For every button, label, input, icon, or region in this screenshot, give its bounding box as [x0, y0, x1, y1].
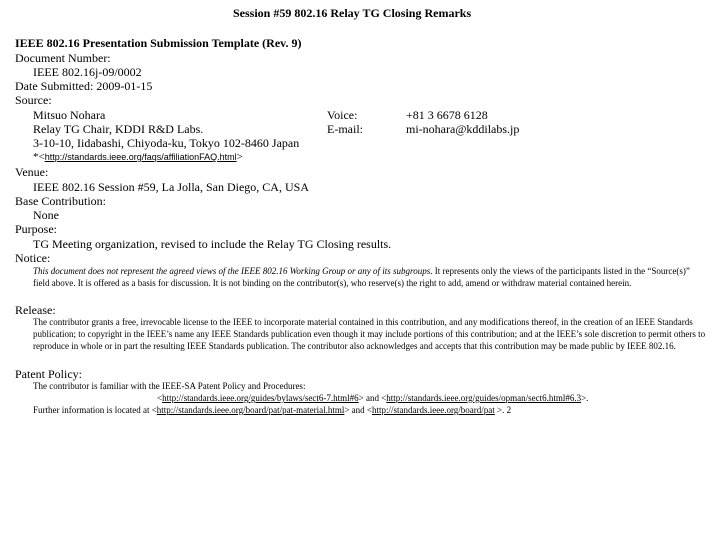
page-title: Session #59 802.16 Relay TG Closing Remarks: [233, 6, 472, 20]
source-address: 3-10-10, Iidabashi, Chiyoda-ku, Tokyo 102-8460 Japan: [33, 136, 300, 150]
source-role: Relay TG Chair, KDDI R&D Labs.: [33, 122, 204, 136]
release-label: Release:: [15, 303, 56, 317]
base-contribution-label: Base Contribution:: [15, 194, 106, 208]
board-pat-link[interactable]: http://standards.ieee.org/board/pat: [371, 405, 495, 415]
notice-italic: This document does not represent the agreed views of the IEEE 802.16 Working Group or any of its subgroups: [33, 266, 431, 276]
patent-policy-links-line: [157, 392, 588, 404]
further-info-prefix: Further information is located at <: [33, 405, 157, 415]
notice-text: [33, 265, 708, 289]
affiliation-suffix: >: [236, 151, 243, 163]
venue-value: IEEE 802.16 Session #59, La Jolla, San Diego, CA, USA: [33, 180, 309, 194]
email-value: mi-nohara@kddilabs.jp: [406, 122, 520, 136]
release-text: The contributor grants a free, irrevocable license to the IEEE to incorporate material contained in this contribution, and any modifications thereof, in the creation of an IEEE Standards publication; to copyright in the IEEE’s name any IEEE Standards publication even though it may include portions of this contribution; and at the IEEE’s sole discretion to permit others to reproduce in whole or in part the resulting IEEE Standards publication. The contributor also acknowledges and accepts that this contribution may be made public by IEEE 802.16.: [33, 317, 706, 351]
patent-policy-label: Patent Policy:: [15, 367, 82, 381]
patent-and: > and <: [358, 393, 387, 403]
base-contribution-value: None: [33, 208, 59, 222]
notice-body: . It represents only the views of the participants listed in the “Source(s)” field above. It is offered as a basis for discussion. It is not binding on the contributor(s), who reserve(s) the right to add, amend or withdraw material contained herein.: [33, 266, 690, 288]
purpose-value: TG Meeting organization, revised to include the Relay TG Closing results.: [33, 237, 392, 251]
opman-link[interactable]: http://standards.ieee.org/guides/opman/sect6.html#6.3: [386, 393, 582, 403]
date-submitted: Date Submitted: 2009-01-15: [15, 79, 153, 93]
affiliation-prefix: *<: [33, 151, 45, 163]
document-number-label: Document Number:: [15, 51, 111, 65]
patent-lt: <: [157, 393, 163, 403]
venue-label: Venue:: [15, 165, 49, 179]
notice-label: Notice:: [15, 251, 51, 265]
document-number-value: IEEE 802.16j-09/0002: [33, 65, 142, 79]
purpose-label: Purpose:: [15, 222, 57, 236]
further-info-end: >. 2: [494, 405, 512, 415]
patent-end: >.: [581, 393, 589, 403]
source-name: Mitsuo Nohara: [33, 108, 106, 122]
bylaws-link[interactable]: http://standards.ieee.org/guides/bylaws/sect6-7.html#6: [162, 393, 359, 403]
patent-policy-line1: The contributor is familiar with the IEEE-SA Patent Policy and Procedures:: [33, 381, 306, 391]
voice-value: +81 3 6678 6128: [406, 108, 488, 122]
template-heading: IEEE 802.16 Presentation Submission Template (Rev. 9): [15, 36, 302, 50]
affiliation-line: [33, 151, 243, 164]
pat-material-link[interactable]: http://standards.ieee.org/board/pat/pat-material.html: [156, 405, 345, 415]
further-info-and: > and <: [344, 405, 372, 415]
source-label: Source:: [15, 93, 52, 107]
patent-policy-further-line: [33, 404, 511, 416]
affiliation-faq-link[interactable]: http://standards.ieee.org/faqs/affiliationFAQ.html: [44, 152, 237, 162]
email-label: E-mail:: [327, 122, 363, 136]
voice-label: Voice:: [327, 108, 358, 122]
